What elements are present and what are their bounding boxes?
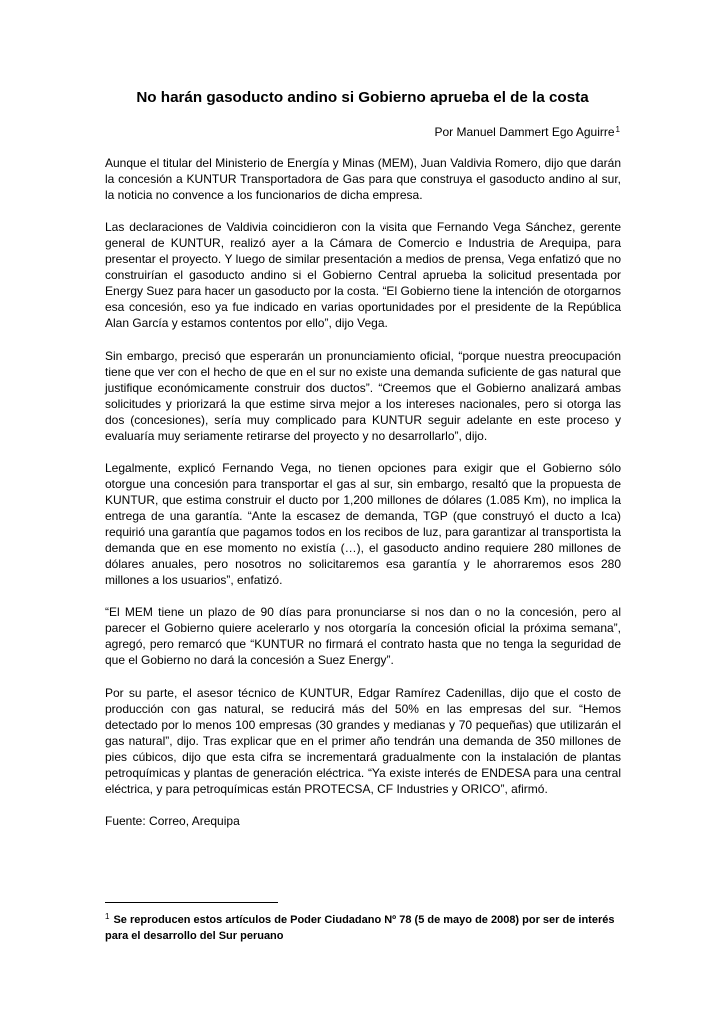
article-body xyxy=(105,155,621,845)
footnote-text: Se reproducen estos artículos de Poder Ciudadano Nº 78 (5 de mayo de 2008) por ser de interés para el desarrollo del Sur peruano xyxy=(105,914,615,942)
byline xyxy=(434,123,620,139)
paragraph-3: Sin embargo, precisó que esperarán un pronunciamiento oficial, “porque nuestra preocupación tiene que ver con el hecho de que en el sur no existe una demanda suficiente de gas natural que justifique económicamente construir dos ductos”. “Creemos que el Gobierno analizará ambas solicitudes y priorizará la que estime sirva mejor a los intereses nacionales, pero si otorga las dos (concesiones), sería muy complicado para KUNTUR seguir adelante en este proceso y evaluaría muy seriamente retirarse del proyecto y no desarrollarlo”, dijo. xyxy=(105,348,621,443)
paragraph-2: Las declaraciones de Valdivia coincidieron con la visita que Fernando Vega Sánchez, gerente general de KUNTUR, realizó ayer a la Cámara de Comercio e Industria de Arequipa, para presentar el proyecto. Y luego de similar presentación a medios de prensa, Vega enfatizó que no construirían el gasoducto andino si el Gobierno Central aprueba la solicitud presentada por Energy Suez para hacer un gasoducto por la costa. “El Gobierno tiene la intención de otorgarnos esa concesión, eso ya fue indicado en varias oportunidades por el presidente de la República Alan García y estamos contentos por ello”, dijo Vega. xyxy=(105,220,621,331)
paragraph-5: “El MEM tiene un plazo de 90 días para pronunciarse si nos dan o no la concesión, pero al parecer el Gobierno quiere acelerarlo y nos otorgaría la concesión oficial la próxima semana”, agregó, pero remarcó que “KUNTUR no firmará el contrato hasta que no tenga la seguridad de que el Gobierno no dará la concesión a Suez Energy”. xyxy=(105,605,621,668)
paragraph-6: Por su parte, el asesor técnico de KUNTUR, Edgar Ramírez Cadenillas, dijo que el costo de producción con gas natural, se reducirá más del 50% en las empresas del sur. “Hemos detectado por lo menos 100 empresas (30 grandes y medianas y 70 pequeñas) que utilizarán el gas natural”, dijo. Tras explicar que en el primer año tendrán una demanda de 350 millones de pies cúbicos, dijo que esta cifra se incrementará gradualmente con la instalación de plantas petroquímicas y plantas de generación eléctrica. “Ya existe interés de ENDESA para una central eléctrica, y para petroquímicas están PROTECSA, CF Industries y ORICO”, afirmó. xyxy=(105,685,621,796)
footnote xyxy=(105,909,621,944)
source-line: Fuente: Correo, Arequipa xyxy=(105,813,240,828)
paragraph-4: Legalmente, explicó Fernando Vega, no tienen opciones para exigir que el Gobierno sólo otorgue una concesión para transportar el gas al sur, sin embargo, resaltó que la propuesta de KUNTUR, que estima construir el ducto por 1,200 millones de dólares (1.085 Km), no implica la entrega de una garantía. “Ante la escasez de demanda, TGP (que construyó el ducto a Ica) requirió una garantía que pagamos todos en los recibos de luz, para garantizar al transportista la demanda que en ese momento no existía (…), el gasoducto andino requiere 280 millones de dólares anuales, pero nosotros no solicitaremos esa garantía y le ahorraremos esos 280 millones a los usuarios”, enfatizó. xyxy=(105,460,621,588)
page-title: No harán gasoducto andino si Gobierno aprueba el de la costa xyxy=(136,89,589,106)
footnote-reference-mark: 1 xyxy=(615,125,620,134)
paragraph-1: Aunque el titular del Ministerio de Energía y Minas (MEM), Juan Valdivia Romero, dijo que darán la concesión a KUNTUR Transportadora de Gas para que construya el gasoducto andino al sur, la noticia no convence a los funcionarios de dicha empresa. xyxy=(105,156,621,203)
footnote-divider xyxy=(105,902,278,903)
footnote-mark: 1 xyxy=(105,912,110,921)
byline-author: Por Manuel Dammert Ego Aguirre xyxy=(434,125,615,139)
